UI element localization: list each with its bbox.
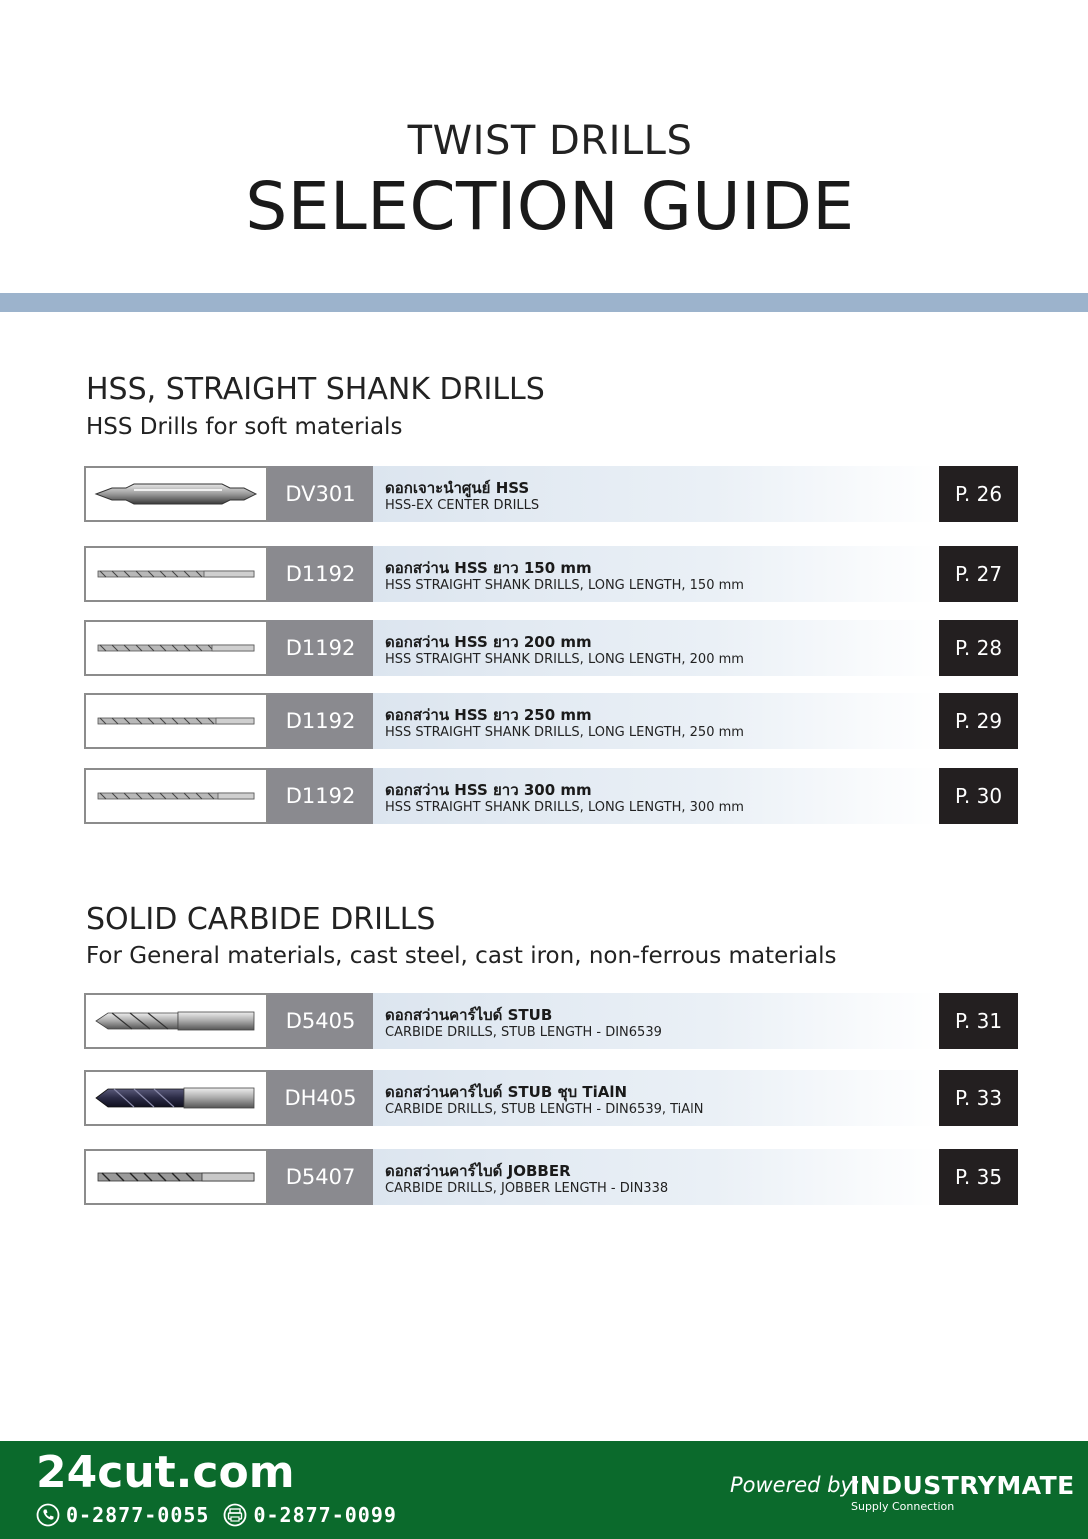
product-name-english: HSS STRAIGHT SHANK DRILLS, LONG LENGTH, 300 mm <box>385 800 744 815</box>
product-description <box>373 993 939 1049</box>
product-row[interactable] <box>84 1070 1019 1126</box>
product-code: D5405 <box>268 993 373 1049</box>
fax-icon <box>223 1503 247 1527</box>
product-code: DH405 <box>268 1070 373 1126</box>
section-subtitle-carbide: For General materials, cast steel, cast iron, non-ferrous materials <box>86 943 837 969</box>
footer <box>0 1441 1088 1539</box>
product-description <box>373 693 939 749</box>
long-drill-icon <box>84 693 268 749</box>
product-name-english: HSS STRAIGHT SHANK DRILLS, LONG LENGTH, 150 mm <box>385 578 744 593</box>
product-description <box>373 768 939 824</box>
phone-icon <box>36 1503 60 1527</box>
partner-logo[interactable]: INDUSTRYMATE <box>850 1471 1075 1500</box>
jobber-drill-icon <box>84 1149 268 1205</box>
brand-logo[interactable]: 24cut.com <box>36 1447 295 1498</box>
section-title-carbide: SOLID CARBIDE DRILLS <box>86 902 436 937</box>
center-drill-icon <box>84 466 268 522</box>
page-title: SELECTION GUIDE <box>245 168 855 245</box>
product-name-thai: ดอกสว่าน HSS ยาว 250 mm <box>385 706 592 724</box>
title-top: TWIST DRILLS <box>407 118 693 164</box>
page-reference[interactable]: P. 27 <box>939 546 1018 602</box>
contact-info <box>36 1501 397 1529</box>
page-reference[interactable]: P. 28 <box>939 620 1018 676</box>
product-row[interactable] <box>84 768 1019 824</box>
powered-by-label: Powered by: <box>730 1473 860 1497</box>
long-drill-icon <box>84 546 268 602</box>
coated-stub-drill-icon <box>84 1070 268 1126</box>
product-name-thai: ดอกเจาะนำศูนย์ HSS <box>385 479 530 497</box>
product-row[interactable] <box>84 693 1019 749</box>
header-rule <box>0 293 1088 312</box>
product-name-english: HSS-EX CENTER DRILLS <box>385 498 540 513</box>
phone-number[interactable]: 0-2877-0055 <box>66 1503 210 1527</box>
page-reference[interactable]: P. 31 <box>939 993 1018 1049</box>
product-description <box>373 1070 939 1126</box>
product-name-english: HSS STRAIGHT SHANK DRILLS, LONG LENGTH, 200 mm <box>385 652 744 667</box>
partner-tagline: Supply Connection <box>851 1500 955 1513</box>
section-title-hss: HSS, STRAIGHT SHANK DRILLS <box>86 372 545 407</box>
product-row[interactable] <box>84 993 1019 1049</box>
long-drill-icon <box>84 620 268 676</box>
page-reference[interactable]: P. 26 <box>939 466 1018 522</box>
product-name-english: CARBIDE DRILLS, STUB LENGTH - DIN6539, TiAlN <box>385 1102 704 1117</box>
product-name-thai: ดอกสว่านคาร์ไบด์ STUB <box>385 1006 553 1024</box>
product-name-english: CARBIDE DRILLS, STUB LENGTH - DIN6539 <box>385 1025 662 1040</box>
product-row[interactable] <box>84 1149 1019 1205</box>
fax-number[interactable]: 0-2877-0099 <box>253 1503 397 1527</box>
section-subtitle-hss: HSS Drills for soft materials <box>86 414 403 440</box>
page-reference[interactable]: P. 33 <box>939 1070 1018 1126</box>
product-row[interactable] <box>84 466 1019 522</box>
product-description <box>373 1149 939 1205</box>
product-row[interactable] <box>84 620 1019 676</box>
page-reference[interactable]: P. 29 <box>939 693 1018 749</box>
page-reference[interactable]: P. 35 <box>939 1149 1018 1205</box>
page-reference[interactable]: P. 30 <box>939 768 1018 824</box>
product-code: D1192 <box>268 768 373 824</box>
product-name-english: CARBIDE DRILLS, JOBBER LENGTH - DIN338 <box>385 1181 669 1196</box>
product-description <box>373 466 939 522</box>
long-drill-icon <box>84 768 268 824</box>
product-code: D1192 <box>268 620 373 676</box>
product-name-thai: ดอกสว่าน HSS ยาว 200 mm <box>385 633 592 651</box>
product-code: DV301 <box>268 466 373 522</box>
product-code: D1192 <box>268 546 373 602</box>
product-code: D5407 <box>268 1149 373 1205</box>
product-description <box>373 620 939 676</box>
product-name-english: HSS STRAIGHT SHANK DRILLS, LONG LENGTH, 250 mm <box>385 725 744 740</box>
stub-drill-icon <box>84 993 268 1049</box>
product-description <box>373 546 939 602</box>
product-name-thai: ดอกสว่านคาร์ไบด์ STUB ชุบ TiAlN <box>385 1083 628 1101</box>
product-name-thai: ดอกสว่าน HSS ยาว 150 mm <box>385 559 592 577</box>
product-name-thai: ดอกสว่าน HSS ยาว 300 mm <box>385 781 592 799</box>
product-row[interactable] <box>84 546 1019 602</box>
product-code: D1192 <box>268 693 373 749</box>
product-name-thai: ดอกสว่านคาร์ไบด์ JOBBER <box>385 1162 571 1180</box>
